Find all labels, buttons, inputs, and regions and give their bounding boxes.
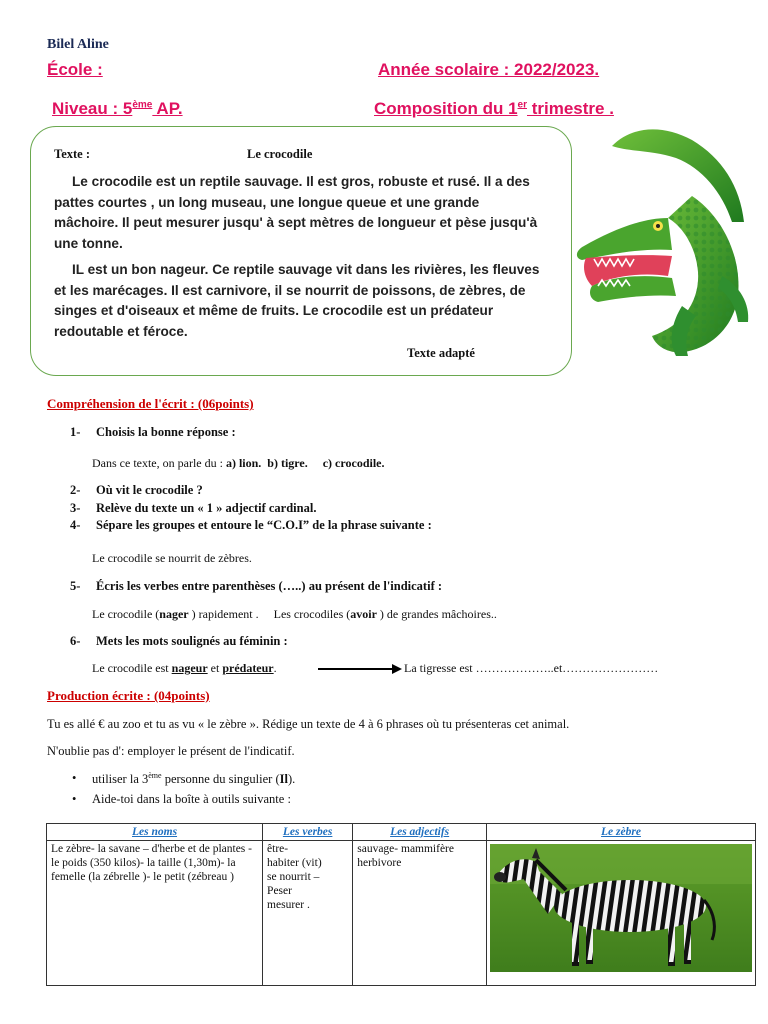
author-name: Bilel Aline (47, 37, 109, 52)
zebra-image (490, 844, 752, 972)
production-reminder: N'oublie pas d': employer le présent de l'indicatif. (47, 744, 295, 758)
school-label: École : (47, 60, 103, 79)
bullet-1-start: utiliser la 3 (92, 772, 149, 787)
text-paragraph-1: Le crocodile est un reptile sauvage. Il est gros, robuste et rusé. Il a des pattes courtes , un long museau, une longue queue et une grande mâchoire. Il peut mesurer jusqu' à sept mètres de longueur et pèse jusqu'à une tonne. (54, 174, 538, 251)
header-verbs: Les verbes (263, 824, 353, 841)
q5-sentence-2-end: ) de grandes mâchoires.. (376, 607, 497, 621)
question-4-number: 4- (70, 518, 81, 532)
bullet-1-middle: personne du singulier ( (161, 772, 280, 787)
question-1-text: Choisis la bonne réponse : (96, 425, 236, 439)
verb-4: Peser (267, 885, 292, 897)
text-source: Texte adapté (407, 346, 475, 360)
q6-word-nageur: nageur (171, 661, 208, 675)
level-prefix: Niveau : 5 (52, 99, 133, 118)
question-2-number: 2- (70, 483, 81, 497)
question-6 (70, 634, 288, 649)
q6-word-predateur: prédateur (222, 661, 274, 675)
bullet-2: • Aide-toi dans la boîte à outils suivante : (92, 792, 291, 807)
header-adjectives: Les adjectifs (353, 824, 487, 841)
question-5 (70, 579, 442, 594)
question-1-stem: Dans ce texte, on parle du : (92, 456, 226, 470)
bullet-1-sup: ème (148, 771, 162, 780)
question-4-text: Sépare les groupes et entoure le “C.O.I” de la phrase suivante : (96, 518, 432, 532)
text-label: Texte : (54, 147, 90, 161)
header-zebra: Le zèbre (487, 824, 756, 841)
nouns-cell: Le zèbre- la savane – d'herbe et de plantes -le poids (350 kilos)- la taille (1,30m)- la femelle (la zébrelle )- le petit (zébreau ) (47, 841, 263, 986)
verb-3: se nourrit – (267, 871, 320, 883)
text-title: Le crocodile (247, 147, 313, 161)
bullet-1-end: ). (287, 772, 296, 787)
toolbox-content-row (47, 841, 756, 986)
toolbox-table (46, 823, 756, 986)
q6-et: et (207, 661, 223, 675)
question-5-text: Écris les verbes entre parenthèses (…..) au présent de l'indicatif : (96, 579, 443, 593)
toolbox-header-row (47, 824, 756, 841)
choice-a: a) lion. (225, 456, 262, 470)
question-6-answer-line[interactable]: La tigresse est ………………..et…………………… (404, 661, 659, 675)
zebra-image-cell (487, 841, 756, 986)
level-suffix: AP. (152, 99, 183, 118)
question-1-choices (92, 456, 385, 471)
comprehension-title: Compréhension de l'écrit : (06points) (47, 396, 254, 411)
adjectives-cell: sauvage- mammifère herbivore (353, 841, 487, 986)
header-nouns: Les noms (47, 824, 263, 841)
question-5-sentences (92, 607, 497, 622)
question-4 (70, 518, 432, 533)
arrow-right-icon (318, 664, 402, 674)
q5-sentence-1-start: Le crocodile ( (92, 607, 160, 621)
question-2-text: Où vit le crocodile ? (96, 483, 203, 497)
composition-label (374, 99, 614, 119)
composition-suffix: trimestre . (527, 99, 614, 118)
verb-1: être- (267, 843, 289, 855)
text-paragraph-2: IL est un bon nageur. Ce reptile sauvage vit dans les rivières, les fleuves et les marécages. Il est carnivore, il se nourrit de poissons, de zèbres, de singes et d'oiseaux et même de fruits. Le crocodile est un prédateur redoutable et féroce. (54, 262, 540, 339)
verb-2: habiter (vit) (267, 857, 322, 869)
question-1 (70, 425, 236, 440)
bullet-1 (92, 771, 295, 787)
composition-prefix: Composition du 1 (374, 99, 518, 118)
question-3 (70, 501, 316, 516)
verbs-cell (263, 841, 353, 986)
question-3-text: Relève du texte un « 1 » adjectif cardinal. (96, 501, 317, 515)
question-4-sentence: Le crocodile se nourrit de zèbres. (92, 551, 252, 565)
q5-verb-2: avoir (350, 607, 377, 621)
q5-sentence-2-start: Les crocodiles ( (273, 607, 351, 621)
q6-dot: . (273, 661, 277, 675)
level-sup: ème (132, 99, 153, 111)
composition-sup: er (517, 99, 527, 111)
question-1-number: 1- (70, 425, 81, 439)
choice-b: b) tigre. (267, 456, 308, 470)
question-6-number: 6- (70, 634, 81, 648)
q5-verb-1: nager (159, 607, 189, 621)
question-6-sentence (92, 661, 277, 676)
verb-5: mesurer . (267, 899, 310, 911)
bullet-1-bold: Il (279, 772, 288, 787)
level-label (52, 99, 183, 119)
choice-c: c) crocodile. (322, 456, 385, 470)
crocodile-illustration (572, 126, 758, 362)
school-year: Année scolaire : 2022/2023. (378, 60, 600, 79)
production-instruction: Tu es allé € au zoo et tu as vu « le zèbre ». Rédige un texte de 4 à 6 phrases où tu présenteras cet animal. (47, 717, 570, 731)
question-5-number: 5- (70, 579, 81, 593)
question-6-text: Mets les mots soulignés au féminin : (96, 634, 288, 648)
q6-sentence-start: Le crocodile est (92, 661, 172, 675)
q5-sentence-1-end: ) rapidement . (188, 607, 259, 621)
question-3-number: 3- (70, 501, 81, 515)
question-2 (70, 483, 203, 498)
production-title: Production écrite : (04points) (47, 688, 210, 703)
